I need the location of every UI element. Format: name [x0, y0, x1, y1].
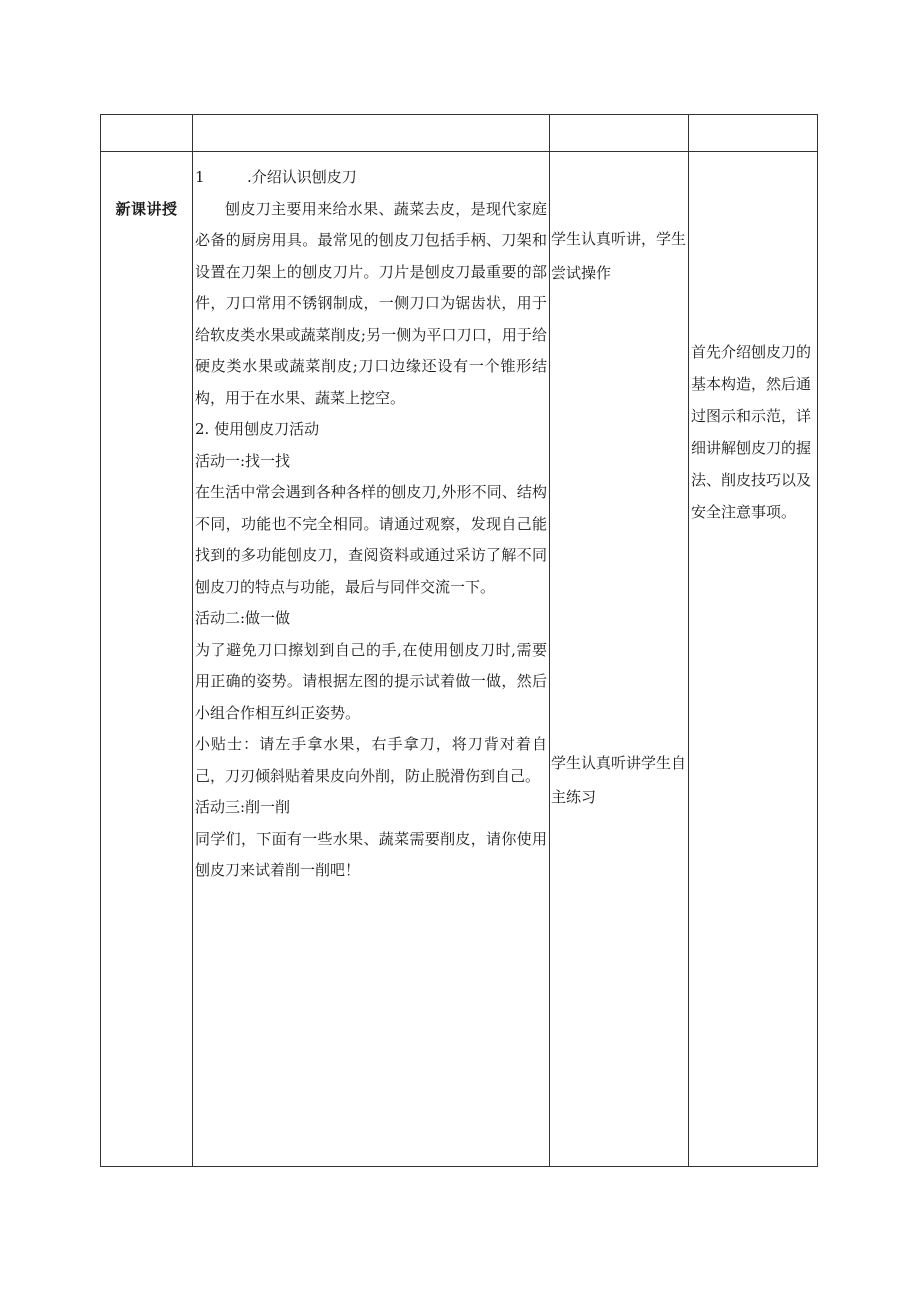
usage-title: 2. 使用刨皮刀活动: [195, 420, 320, 438]
activity2-text: 为了避免刀口擦划到自己的手,在使用刨皮刀时,需要用正确的姿势。请根据左图的提示试着做一做，然后小组合作相互纠正姿势。: [195, 640, 547, 722]
content-cell: [193, 152, 550, 1167]
header-row: [101, 115, 818, 152]
intro-number: 1: [195, 168, 205, 186]
header-cell-1: [101, 115, 193, 152]
activity2-title: 活动二:做一做: [195, 609, 291, 627]
section-cell: [101, 152, 193, 1167]
section-label: 新课讲授: [115, 200, 178, 218]
header-cell-4: [689, 115, 818, 152]
intro-heading: [195, 162, 547, 194]
header-cell-2: [193, 115, 550, 152]
header-cell-3: [550, 115, 689, 152]
activity1-title: 活动一:找一找: [195, 451, 291, 470]
student-activity-2: 学生认真听讲学生自主练习: [551, 754, 687, 806]
student-activity-1: 学生认真听讲，学生尝试操作: [551, 230, 687, 282]
lesson-row: [101, 152, 818, 1167]
student-cell: [550, 152, 689, 1167]
teaching-content: [193, 152, 549, 887]
design-cell: [689, 152, 818, 1167]
activity1-text: 在生活中常会遇到各种各样的刨皮刀,外形不同、结构不同，功能也不完全相同。请通过观察，发现自己能找到的多功能刨皮刀，查阅资料或通过采访了解不同刨皮刀的特点与功能，最后与同伴交流一下。: [195, 483, 547, 596]
activity3-text: 同学们，下面有一些水果、蔬菜需要削皮，请你使用刨皮刀来试着削一削吧！: [195, 829, 547, 879]
intro-title: .介绍认识刨皮刀: [247, 168, 357, 186]
tip-text: 小贴士：请左手拿水果，右手拿刀，将刀背对着自己，刀刃倾斜贴着果皮向外削，防止脱滑伤到自己。: [195, 735, 547, 785]
lesson-table: [100, 114, 818, 1167]
design-note: 首先介绍刨皮刀的基本构造，然后通过图示和示范，详细讲解刨皮刀的握法、削皮技巧以及安全注意事项。: [691, 343, 812, 521]
intro-paragraph: 刨皮刀主要用来给水果、蔬菜去皮，是现代家庭必备的厨房用具。最常见的刨皮刀包括手柄、刀架和设置在刀架上的刨皮刀片。刀片是刨皮刀最重要的部件，刀口常用不锈钢制成，一侧刀口为锯齿状，用于给软皮类水果或蔬菜削皮;另一侧为平口刀口，用于给硬皮类水果或蔬菜削皮;刀口边缘还设有一个锥形结构，用于在水果、蔬菜上挖空。: [195, 199, 547, 407]
activity3-title: 活动三:削一削: [195, 798, 291, 816]
